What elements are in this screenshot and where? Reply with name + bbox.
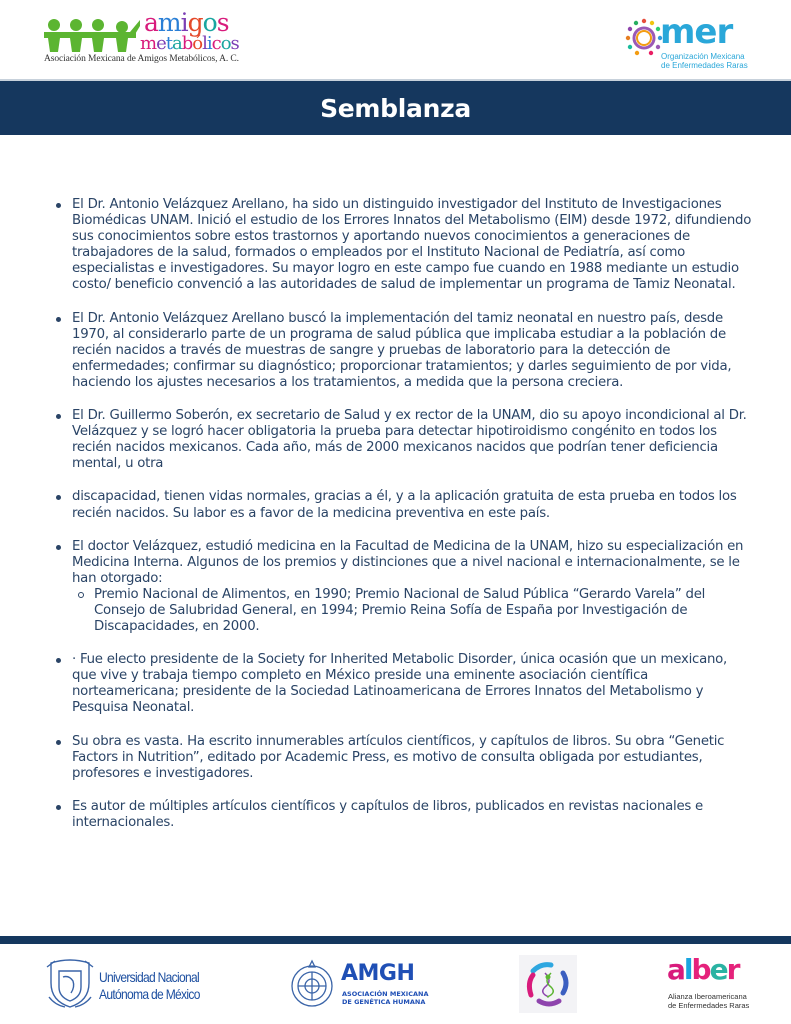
omer-logo	[624, 12, 774, 72]
alber-name-line2: de Enfermedades Raras	[668, 1001, 750, 1010]
sunburst-icon	[624, 16, 664, 56]
support-network-icon	[519, 955, 577, 1013]
alber-name-line1: Alianza Iberoamericana	[668, 992, 747, 1001]
red-apoyo-eim-logo	[519, 955, 577, 1013]
unam-name-line2: Autónoma de México	[99, 986, 200, 1002]
logo-subtitle: Asociación Mexicana de Amigos Metabólicos, A. C.	[44, 54, 239, 64]
amgh-name-line2: DE GENÉTICA HUMANA	[342, 998, 426, 1006]
sublist-item: Premio Nacional de Alimentos, en 1990; Premio Nacional de Salud Pública “Gerardo Varela” del Consejo de Salubridad General, en 1994; Premio Reina Sofía de España por Investigación de Discapacidades, en 2000.	[72, 587, 752, 635]
logo-word-amigos: amigos	[144, 8, 229, 37]
children-chain-icon	[44, 18, 140, 52]
list-item: Su obra es vasta. Ha escrito innumerables artículos científicos, y capítulos de libros. Su obra “Genetic Factors in Nutrition”, editado por Academic Press, es motivo de consulta obligada por estudiantes, profesores e investigadores.	[52, 734, 752, 782]
alber-wordmark: alber	[667, 953, 739, 986]
list-item: Es autor de múltiples artículos científicos y capítulos de libros, publicados en revistas nacionales e internacionales.	[52, 799, 752, 831]
logo-word-metabolicos: metabólicos	[140, 33, 239, 54]
omer-subtitle-line2: de Enfermedades Raras	[661, 61, 748, 70]
amgh-logo	[287, 959, 437, 1014]
list-item: discapacidad, tienen vidas normales, gracias a él, y a la aplicación gratuita de esta prueba en todos los recién nacidos. Su labor es a favor de la medicina preventiva en este país.	[52, 489, 752, 521]
list-item: · Fue electo presidente de la Society for Inherited Metabolic Disorder, única ocasión que un mexicano, que vive y trabaja tiempo completo en México preside una eminente asociación científica norteamericana; presidente de la Sociedad Latinoamericana de Errores Innatos del Metabolismo y Pesquisa Neonatal.	[52, 652, 752, 716]
title-bar	[0, 79, 791, 135]
unam-shield-icon	[45, 957, 95, 1009]
page-footer	[0, 944, 791, 1024]
amigos-metabolicos-logo	[44, 8, 244, 66]
omer-wordmark: mer	[660, 12, 733, 52]
amgh-name-line1: ASOCIACIÓN MEXICANA	[342, 990, 429, 998]
biography-list	[52, 197, 752, 831]
footer-divider	[0, 936, 791, 944]
omer-subtitle-line1: Organización Mexicana	[661, 52, 745, 61]
list-item: El Dr. Guillermo Soberón, ex secretario de Salud y ex rector de la UNAM, dio su apoyo incondicional al Dr. Velázquez y se logró hacer obligatoria la prueba para detectar hipotiroidismo congénito en todos los recién nacidos mexicanos. Cada año, más de 2000 mexicanos nacidos que podrían tener deficiencia mental, u otra	[52, 408, 752, 472]
list-item: El Dr. Antonio Velázquez Arellano, ha sido un distinguido investigador del Instituto de Investigaciones Biomédicas UNAM. Inició el estudio de los Errores Innatos del Metabolismo (EIM) desde 1972, difundiendo sus conocimientos sobre estos trastornos y aportando nuevos conocimientos a generaciones de trabajadores de la salud, formados o empleados por el Instituto Nacional de Pediatría, así como especialistas e investigadores. Su mayor logro en este campo fue cuando en 1988 mediante un estudio costo/ beneficio convenció a las autoridades de salud de implementar un programa de Tamiz Neonatal.	[52, 197, 752, 294]
biography-content	[52, 197, 752, 848]
unam-name-line1: Universidad Nacional	[99, 969, 200, 985]
page-header	[0, 0, 791, 80]
list-item: El Dr. Antonio Velázquez Arellano buscó la implementación del tamiz neonatal en nuestro país, desde 1970, al considerarlo parte de un programa de salud pública que implicaba estudiar a la población de recién nacidos a través de muestras de sangre y pruebas de laboratorio para la detección de enfermedades; confirmar su diagnóstico; proporcionar tratamientos; y darles seguimiento de por vida, haciendo los ajustes necesarios a los tratamientos, a medida que la persona creciera.	[52, 311, 752, 391]
amgh-acronym: AMGH	[341, 961, 415, 986]
alber-logo	[665, 953, 750, 1014]
list-item: El doctor Velázquez, estudió medicina en la Facultad de Medicina de la UNAM, hizo su especialización en Medicina Interna. Algunos de los premios y distinciones que a nivel nacional e internacionalmente, se le han otorgado: Premio Nacional de Alimentos, en 1990; Premio Nacional de Salud Pública “Gerardo Varela” del Consejo de Salubridad General, en 1994; Premio Reina Sofía de España por Investigación de Discapacidades, en 2000.	[52, 539, 752, 636]
awards-sublist	[72, 587, 752, 635]
aztec-calendar-icon	[287, 959, 337, 1011]
page-title: Semblanza	[320, 93, 471, 123]
unam-logo	[45, 957, 205, 1012]
